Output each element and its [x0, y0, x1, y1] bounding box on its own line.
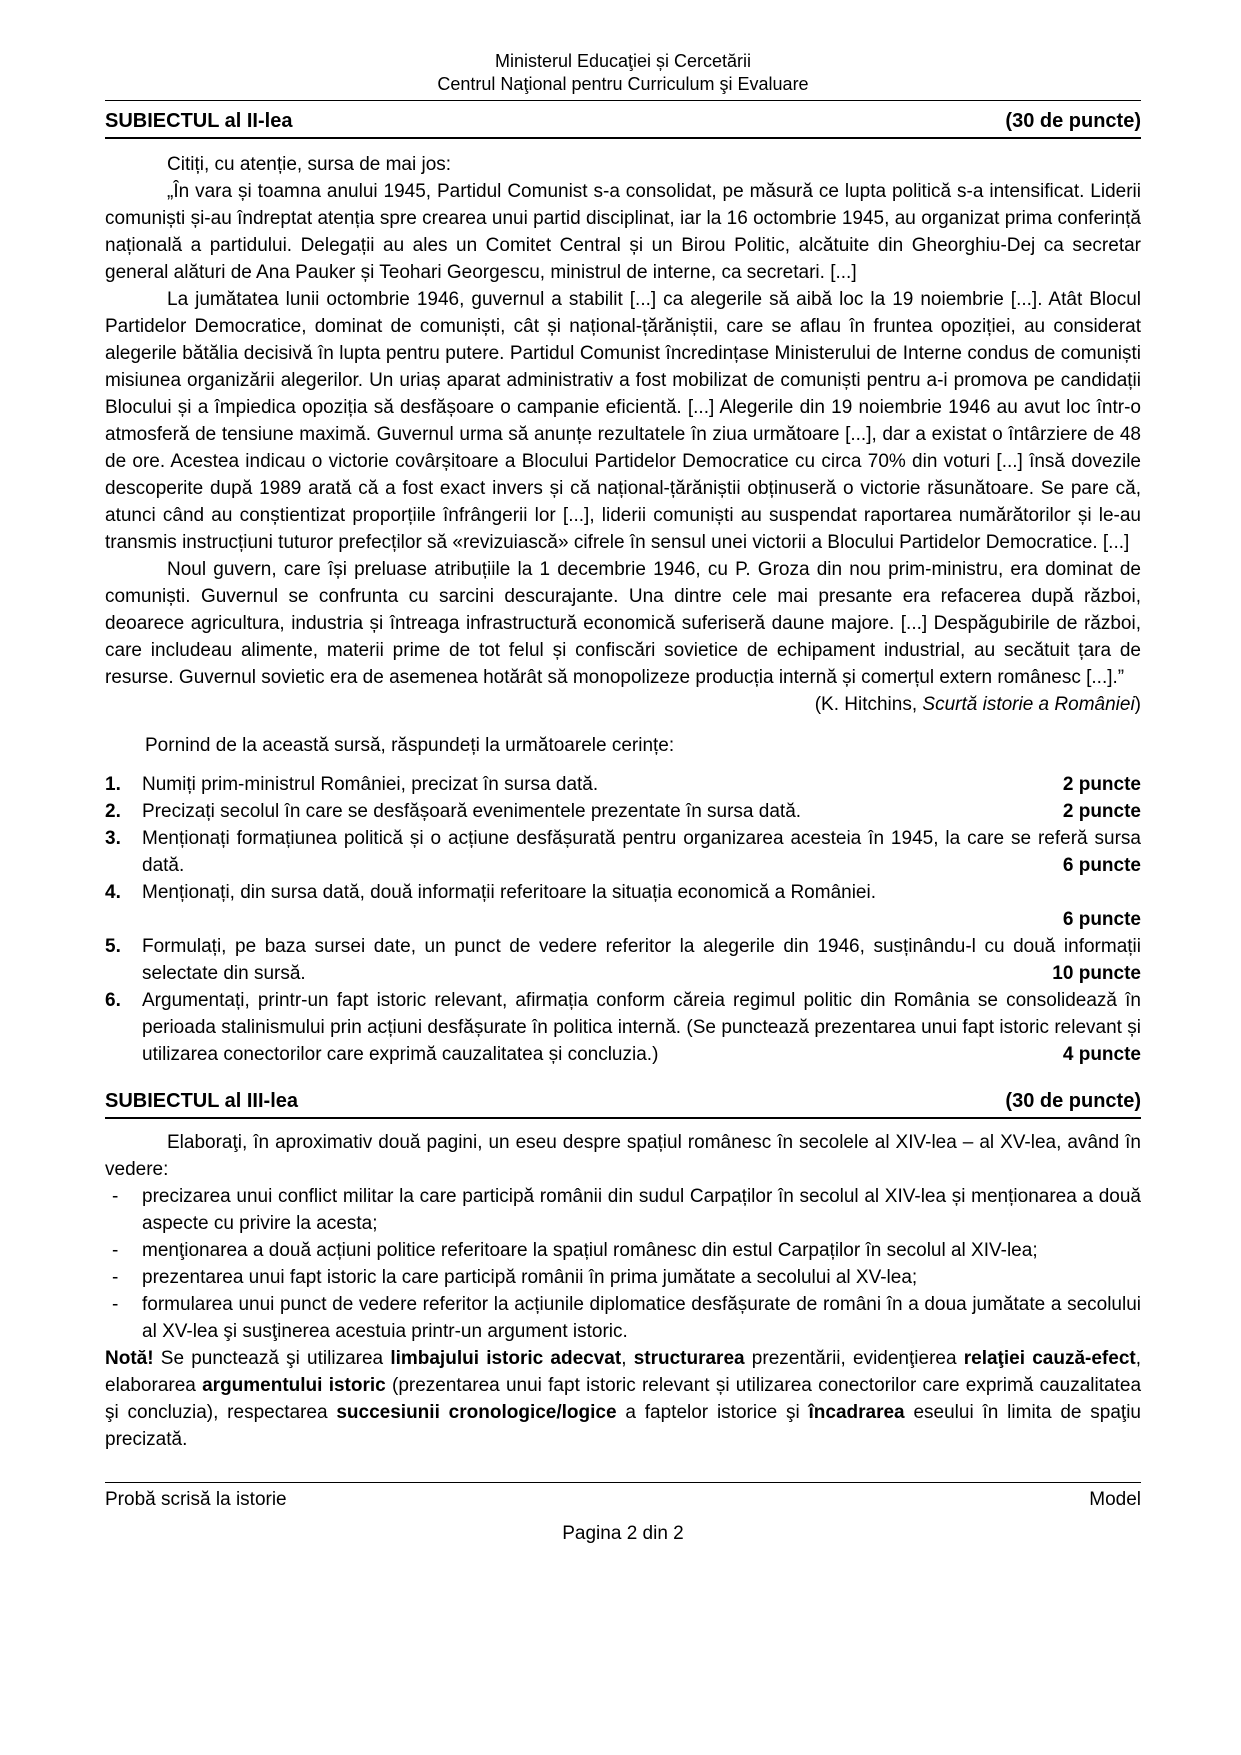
question-text: Menționați formațiunea politică și o acțiune desfășurată pentru organizarea acesteia în 1945, la care se referă sursa dată.	[142, 828, 1141, 876]
bullet-dash: -	[112, 1267, 119, 1288]
note-paragraph	[105, 1345, 1141, 1453]
question-item-5	[105, 933, 1141, 987]
note-segment: eseului în limita de spaţiu precizată.	[105, 1402, 1141, 1450]
subject2-heading	[105, 108, 1141, 139]
quote-paragraph-2: La jumătatea lunii octombrie 1946, guvernul a stabilit [...] ca alegerile să aibă loc la 19 noiembrie [...]. Atât Blocul Partidelor Democratice, dominat de comuniști, cât și național-țărăniștii, care se aflau în fruntea opoziției, au considerat alegerile bătălia decisivă în lupta pentru putere. Partidul Comunist încredințase Ministerului de Interne condus de comuniști misiunea organizării alegerilor. Un uriaș aparat administrativ a fost mobilizat de comuniști pentru a-i promova pe candidații Blocului și a împiedica opoziția să desfășoare o campanie eficientă. [...] Alegerile din 19 noiembrie 1946 au avut loc într-o atmosferă de tensiune maximă. Guvernul urma să anunțe rezultatele în ziua următoare [...], dar a existat o întârziere de 48 de ore. Acestea indicau o victorie covârșitoare a Blocului Partidelor Democratice cu circa 70% din voturi [...] însă dovezile descoperite după 1989 arată că a fost exact invers și că național-țărăniștii obținuseră o victorie răsunătoare. Se pare că, atunci când au conștientizat proporțiile înfrângerii lor [...], liderii comuniști au suspendat raportarea numărătorilor și le-au transmis instrucțiuni tuturor prefecților să «revizuiască» cifrele în sensul unei victorii a Blocului Partidelor Democratice. [...]	[105, 289, 1141, 553]
question-text: Menționați, din sursa dată, două informații referitoare la situația economică a României.	[142, 882, 876, 903]
question-points: 6 puncte	[1062, 855, 1141, 876]
ministry-header	[105, 50, 1141, 96]
quote-paragraph-1: „În vara și toamna anului 1945, Partidul Comunist s-a consolidat, pe măsură ce lupta politică s-a intensificat. Liderii comuniști și-au îndreptat atenția spre crearea unui partid disciplinat, iar la 16 octombrie 1945, au organizat prima conferință națională a partidului. Delegații au ales un Comitet Central și un Birou Politic, alcătuite din Gheorghiu-Dej ca secretar general alături de Ana Pauker și Teohari Georgescu, ministrul de interne, ca secretari. [...]	[105, 181, 1141, 283]
question-points: 2 puncte	[1062, 801, 1141, 822]
note-segment: structurarea	[633, 1348, 745, 1369]
question-number: 1.	[105, 774, 121, 795]
question-number: 3.	[105, 828, 121, 849]
essay-intro: Elaboraţi, în aproximativ două pagini, un eseu despre spațiul românesc în secolele al XIV-lea – al XV-lea, având în vedere:	[105, 1132, 1141, 1180]
footer-exam-type: Probă scrisă la istorie	[105, 1489, 287, 1510]
question-number: 2.	[105, 801, 121, 822]
subject2-title: SUBIECTUL al II-lea	[105, 110, 293, 132]
footer-model-label: Model	[1089, 1489, 1141, 1510]
essay-requirement-3	[105, 1264, 1141, 1291]
subject2-points: (30 de puncte)	[1005, 110, 1141, 132]
question-text: Precizați secolul în care se desfășoară evenimentele prezentate în sursa dată.	[142, 801, 802, 822]
question-text: Numiți prim-ministrul României, precizat în sursa dată.	[142, 774, 599, 795]
source-attribution	[105, 691, 1141, 718]
question-item-1	[105, 771, 1141, 798]
source-intro: Citiți, cu atenție, sursa de mai jos:	[167, 154, 452, 175]
note-segment: ,	[621, 1348, 634, 1369]
note-segment: argumentului istoric	[202, 1375, 386, 1396]
page-footer	[105, 1483, 1141, 1513]
note-segment: încadrarea	[808, 1402, 905, 1423]
note-segment: prezentării, evidenţierea	[744, 1348, 964, 1369]
question-points: 6 puncte	[1062, 909, 1141, 930]
page-number: Pagina 2 din 2	[562, 1523, 684, 1544]
bullet-dash: -	[112, 1294, 119, 1315]
essay-requirement-text: precizarea unui conflict militar la care participă românii din sudul Carpaților în secolul al XIV-lea și menționarea a două aspecte cu privire la acesta;	[142, 1186, 1141, 1234]
note-segment: relaţiei cauză-efect	[963, 1348, 1136, 1369]
note-segment: Se punctează şi utilizarea	[153, 1348, 391, 1369]
question-text: Formulați, pe baza sursei date, un punct de vedere referitor la alegerile din 1946, susținându-l cu două informații selectate din sursă.	[142, 936, 1141, 984]
note-segment: succesiunii cronologice/logice	[336, 1402, 617, 1423]
essay-requirement-1	[105, 1183, 1141, 1237]
ministry-line-2: Centrul Naţional pentru Curriculum şi Evaluare	[437, 74, 809, 94]
question-item-3	[105, 825, 1141, 879]
note-segment: limbajului istoric adecvat	[390, 1348, 622, 1369]
question-number: 5.	[105, 936, 121, 957]
question-points: 2 puncte	[1062, 774, 1141, 795]
note-segment: a faptelor istorice şi	[616, 1402, 809, 1423]
source-author: (K. Hitchins,	[814, 694, 923, 715]
question-item-2	[105, 798, 1141, 825]
essay-requirement-text: prezentarea unui fapt istoric la care participă românii în prima jumătate a secolului al XV-lea;	[142, 1267, 918, 1288]
question-number: 4.	[105, 882, 121, 903]
questions-prompt: Pornind de la această sursă, răspundeți la următoarele cerințe:	[145, 735, 675, 756]
subject3-title: SUBIECTUL al III-lea	[105, 1090, 299, 1112]
essay-requirement-2	[105, 1237, 1141, 1264]
question-points: 4 puncte	[1062, 1044, 1141, 1065]
bullet-dash: -	[112, 1186, 119, 1207]
subject3-heading	[105, 1088, 1141, 1119]
quote-paragraph-3: Noul guvern, care își preluase atribuțiile la 1 decembrie 1946, cu P. Groza din nou prim-ministru, era dominat de comuniști. Guvernul se confrunta cu sarcini descurajante. Una dintre cele mai presante era refacerea după război, deoarece agricultura, industria și întreaga infrastructură economică suferiseră daune majore. [...] Despăgubirile de război, care includeau alimente, materii prime de tot felul și confiscări sovietice de echipament industrial, au secătuit țara de resurse. Guvernul sovietic era de asemenea hotărât să monopolizeze producția internă și comerțul extern românesc [...].”	[105, 559, 1141, 688]
question-text: Argumentați, printr-un fapt istoric relevant, afirmația conform căreia regimul politic din România se consolidează în perioada stalinismului prin acțiuni desfășurate în politica internă. (Se punctează prezentarea unui fapt istoric relevant și utilizarea conectorilor care exprimă cauzalitatea și concluzia.)	[142, 990, 1141, 1065]
subject3-points: (30 de puncte)	[1005, 1090, 1141, 1112]
question-item-6	[105, 987, 1141, 1068]
question-number: 6.	[105, 990, 121, 1011]
question-points: 10 puncte	[1052, 963, 1141, 984]
note-segment: , elaborarea	[105, 1348, 1141, 1396]
bullet-dash: -	[112, 1240, 119, 1261]
source-book-title: Scurtă istorie a României	[922, 694, 1135, 715]
essay-requirement-text: menţionarea a două acțiuni politice referitoare la spațiul românesc din estul Carpaților în secolul al XIV-lea;	[142, 1240, 1038, 1261]
essay-requirement-4	[105, 1291, 1141, 1345]
header-divider	[105, 100, 1141, 101]
source-attribution-close: )	[1134, 694, 1141, 715]
essay-requirement-text: formularea unui punct de vedere referitor la acțiunile diplomatice desfășurate de români în a doua jumătate a secolului al XV-lea şi susţinerea acestuia printr-un argument istoric.	[142, 1294, 1141, 1342]
note-segment: Notă!	[105, 1348, 154, 1369]
note-segment: (prezentarea unui fapt istoric relevant și utilizarea conectorilor care exprimă cauzalitatea şi concluzia), respectarea	[105, 1375, 1142, 1423]
ministry-line-1: Ministerul Educaţiei și Cercetării	[494, 51, 752, 71]
question-item-4	[105, 879, 1141, 933]
